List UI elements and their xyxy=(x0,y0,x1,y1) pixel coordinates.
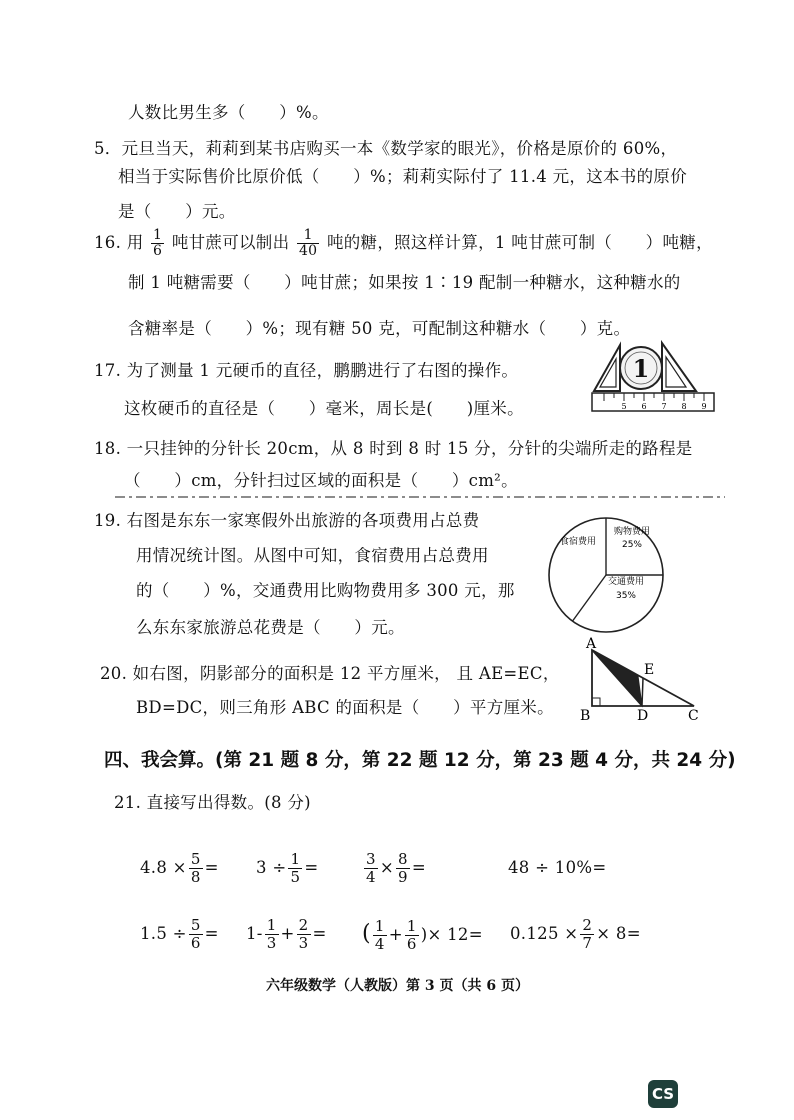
q16-text-a: 用 xyxy=(126,233,144,252)
triangle-figure xyxy=(578,636,708,724)
slice-value-shopping: 25% xyxy=(621,540,643,550)
ruler-tick-9: 9 xyxy=(701,402,707,411)
q16-fraction-1: $\frac{1}{6}$ xyxy=(153,227,163,259)
q21-expr-3: $\frac{3}{4}$ × $\frac{8}{9}$ = xyxy=(366,850,426,886)
q16-text-c: 吨的糖，照这样计算，1 吨甘蔗可制（ ）吨糖， xyxy=(326,233,713,252)
label-e: E xyxy=(644,662,655,678)
q21-expr-7: ( $\frac{1}{4}$ + $\frac{1}{6}$ )× 12= xyxy=(362,917,483,953)
ruler-tick-6: 6 xyxy=(641,402,647,411)
label-d: D xyxy=(637,708,649,724)
q18-line2: （ ）cm，分针扫过区域的面积是（ ）cm²。 xyxy=(124,471,518,490)
label-b: B xyxy=(580,708,591,724)
slice-label-shopping: 购物费用 xyxy=(613,527,651,537)
q5-line2: 相当于实际售价比原价低（ ）%；莉莉实际付了 11.4 元，这本书的原价 xyxy=(118,167,688,186)
label-c: C xyxy=(688,708,699,724)
fold-line xyxy=(115,492,725,502)
q19-line4: 么东东家旅游总花费是（ ）元。 xyxy=(136,618,405,637)
page-footer: 六年级数学（人教版）第 3 页（共 6 页） xyxy=(266,978,529,994)
q16-line1 xyxy=(94,228,713,259)
coin-label: 1 xyxy=(632,354,650,383)
slice-label-transport: 交通费用 xyxy=(607,577,645,587)
coin-ruler-figure xyxy=(590,337,718,417)
ruler xyxy=(592,393,714,411)
q21-expr-4: 48 ÷ 10%= xyxy=(508,858,607,877)
q20-line1: 20. 如右图，阴影部分的面积是 12 平方厘米， 且 AE=EC， xyxy=(100,664,560,683)
q16-number: 16. xyxy=(94,233,122,252)
right-set-square xyxy=(662,343,696,391)
ruler-tick-8: 8 xyxy=(681,402,687,411)
q17-line2: 这枚硬币的直径是（ ）毫米，周长是( )厘米。 xyxy=(124,399,524,418)
q16-line3: 含糖率是（ ）%；现有糖 50 克，可配制这种糖水（ ）克。 xyxy=(128,319,631,338)
q21-expr-1: 4.8 × $\frac{5}{8}$ = xyxy=(140,850,219,886)
ruler-tick-5: 5 xyxy=(621,402,627,411)
expense-pie-chart xyxy=(542,514,672,634)
q5-line1: 5．元旦当天，莉莉到某书店购买一本《数学家的眼光》，价格是原价的 60%， xyxy=(94,139,678,158)
q21-expr-5: 1.5 ÷ $\frac{5}{6}$ = xyxy=(140,916,219,952)
q19-line3: 的（ ）%，交通费用比购物费用多 300 元，那 xyxy=(136,581,515,600)
q16-line2: 制 1 吨糖需要（ ）吨甘蔗；如果按 1∶19 配制一种糖水，这种糖水的 xyxy=(128,273,681,292)
q18-line1: 18. 一只挂钟的分针长 20cm，从 8 时到 8 时 15 分，分针的尖端所走的路程是 xyxy=(94,439,693,458)
q20-line2: BD=DC，则三角形 ABC 的面积是（ ）平方厘米。 xyxy=(136,698,554,717)
slice-label-food: 食宿费用 xyxy=(559,537,597,547)
q19-line2: 用情况统计图。从图中可知，食宿费用占总费用 xyxy=(136,546,489,565)
q17-line1: 17. 为了测量 1 元硬币的直径，鹏鹏进行了右图的操作。 xyxy=(94,361,519,380)
camscanner-logo: CS xyxy=(648,1080,678,1108)
q14-tail: 人数比男生多（ ）%。 xyxy=(128,103,329,122)
q21-title: 21. 直接写出得数。(8 分) xyxy=(114,793,311,812)
label-a: A xyxy=(586,636,597,652)
section-4-heading: 四、我会算。(第 21 题 8 分，第 22 题 12 分，第 23 题 4 分，共 24 分) xyxy=(104,750,736,771)
ruler-tick-7: 7 xyxy=(661,402,667,411)
q16-fraction-2: $\frac{1}{40}$ xyxy=(298,227,318,259)
slice-value-transport: 35% xyxy=(615,591,637,601)
right-angle-mark xyxy=(592,698,600,706)
q16-text-b: 吨甘蔗可以制出 xyxy=(171,233,290,252)
q19-line1: 19. 右图是东东一家寒假外出旅游的各项费用占总费 xyxy=(94,511,480,530)
q21-expr-6: 1- $\frac{1}{3}$ + $\frac{2}{3}$ = xyxy=(246,916,327,952)
q21-expr-2: 3 ÷ $\frac{1}{5}$ = xyxy=(256,850,319,886)
q21-expr-8: 0.125 × $\frac{2}{7}$ × 8= xyxy=(510,916,641,952)
q5-line3: 是（ ）元。 xyxy=(118,202,236,221)
